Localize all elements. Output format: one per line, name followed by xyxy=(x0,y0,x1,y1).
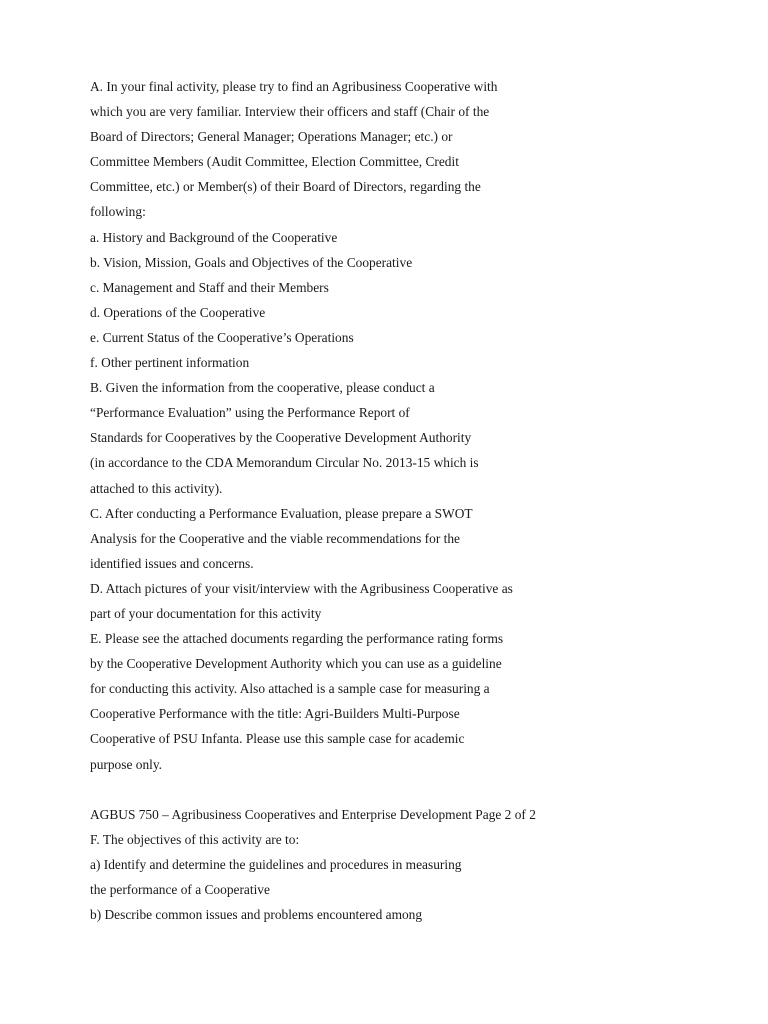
text-line: Committee, etc.) or Member(s) of their Board of Directors, regarding the xyxy=(90,179,481,195)
text-line: Cooperative of PSU Infanta. Please use this sample case for academic xyxy=(90,731,465,747)
document-body xyxy=(90,74,710,927)
text-line: which you are very familiar. Interview their officers and staff (Chair of the xyxy=(90,104,490,120)
text-line: attached to this activity). xyxy=(90,480,223,496)
text-line: C. After conducting a Performance Evaluation, please prepare a SWOT xyxy=(90,505,473,521)
text-line: “Performance Evaluation” using the Performance Report of xyxy=(90,405,410,421)
text-line: for conducting this activity. Also attached is a sample case for measuring a xyxy=(90,681,490,697)
list-item: a) Identify and determine the guidelines and procedures in measuring xyxy=(90,856,462,872)
text-line: purpose only. xyxy=(90,756,163,772)
text-line: Analysis for the Cooperative and the viable recommendations for the xyxy=(90,530,460,546)
text-line: Cooperative Performance with the title: Agri-Builders Multi-Purpose xyxy=(90,706,460,722)
list-item: b. Vision, Mission, Goals and Objectives of the Cooperative xyxy=(90,254,413,270)
text-line: following: xyxy=(90,204,146,220)
text-line: F. The objectives of this activity are to: xyxy=(90,831,300,847)
list-item: f. Other pertinent information xyxy=(90,355,250,371)
text-line: D. Attach pictures of your visit/interview with the Agribusiness Cooperative as xyxy=(90,580,513,596)
text-line: part of your documentation for this activity xyxy=(90,605,322,621)
list-item: d. Operations of the Cooperative xyxy=(90,304,266,320)
text-line: by the Cooperative Development Authority which you can use as a guideline xyxy=(90,656,502,672)
text-line: identified issues and concerns. xyxy=(90,555,254,571)
text-line: Standards for Cooperatives by the Cooperative Development Authority xyxy=(90,430,472,446)
blank-line xyxy=(90,777,710,802)
list-item: b) Describe common issues and problems encountered among xyxy=(90,907,423,923)
text-line: A. In your final activity, please try to find an Agribusiness Cooperative with xyxy=(90,79,498,94)
text-line: Committee Members (Audit Committee, Election Committee, Credit xyxy=(90,154,459,170)
text-line: Board of Directors; General Manager; Operations Manager; etc.) or xyxy=(90,129,453,145)
page-header: AGBUS 750 – Agribusiness Cooperatives and Enterprise Development Page 2 of 2 xyxy=(90,806,536,822)
list-item: e. Current Status of the Cooperative’s Operations xyxy=(90,329,354,345)
text-line: the performance of a Cooperative xyxy=(90,882,270,897)
text-line: E. Please see the attached documents regarding the performance rating forms xyxy=(90,631,504,647)
list-item: a. History and Background of the Cooperative xyxy=(90,229,338,245)
text-line: (in accordance to the CDA Memorandum Circular No. 2013-15 which is xyxy=(90,455,479,471)
list-item: c. Management and Staff and their Members xyxy=(90,279,329,295)
text-line: B. Given the information from the cooperative, please conduct a xyxy=(90,380,435,396)
